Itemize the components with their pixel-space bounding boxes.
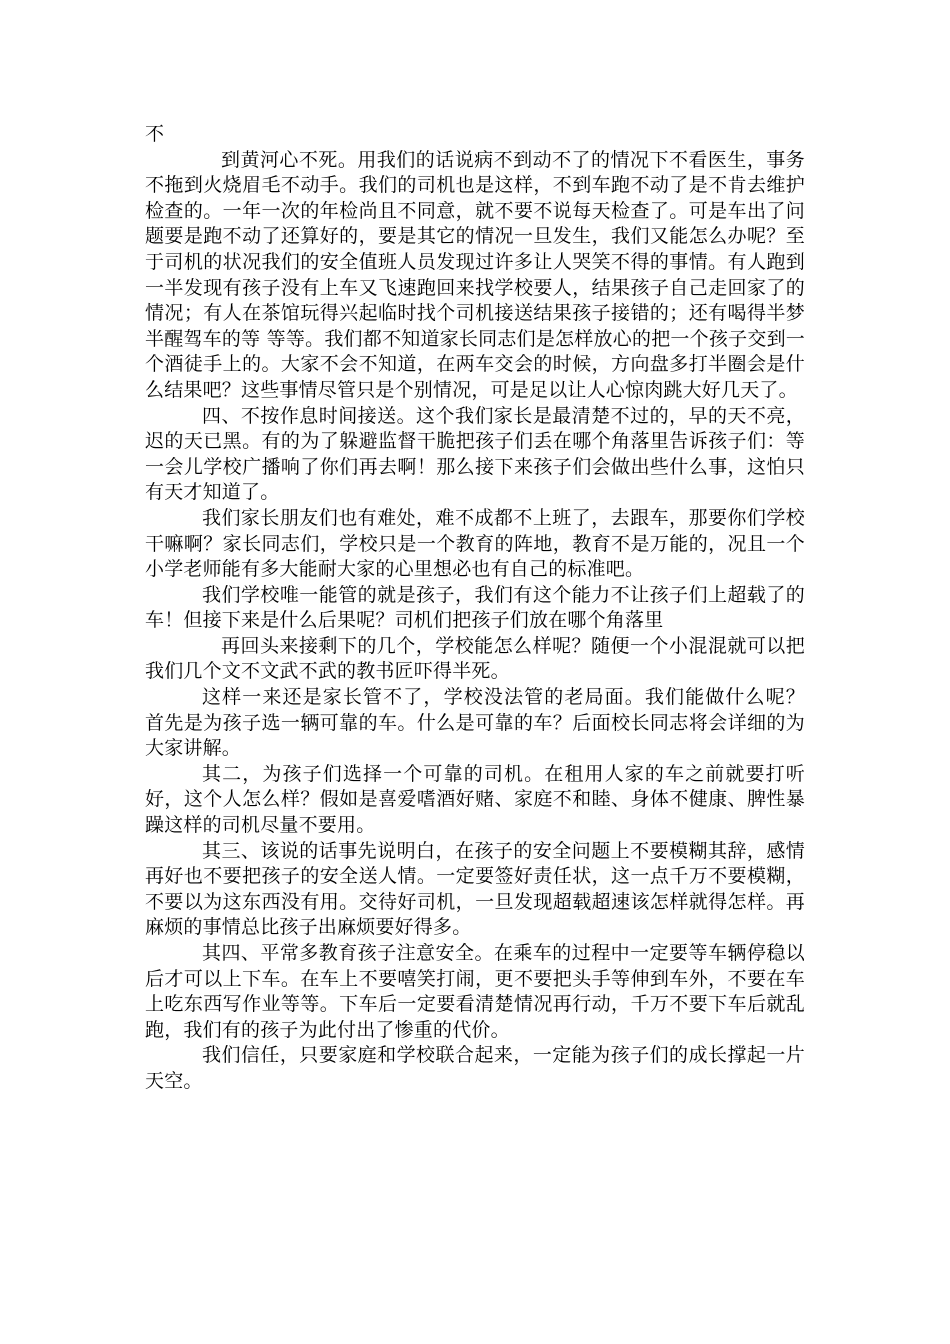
document-body xyxy=(145,122,844,1095)
paragraph: 我们信任，只要家庭和学校联合起来，一定能为孩子们的成长撑起一片天空。 xyxy=(145,1044,805,1092)
paragraph: 到黄河心不死。用我们的话说病不到动不了的情况下不看医生，事务不拖到火烧眉毛不动手。我们的司机也是这样，不到车跑不动了是不肯去维护检查的。一年一次的年检尚且不同意，就不要不说每天检查了。可是车出了问题要是跑不动了还算好的，要是其它的情况一旦发生，我们又能怎么办呢？至于司机的状况我们的安全值班人员发现过许多让人哭笑不得的事情。有人跑到一半发现有孩子没有上车又飞速跑回来找学校要人，结果孩子自己走回家了的情况；有人在茶馆玩得兴起临时找个司机接送结果孩子接错的；还有喝得半梦半醒驾车的等 等等。我们都不知道家长同志们是怎样放心的把一个孩子交到一个酒徒手上的。大家不会不知道，在两车交会的时候，方向盘多打半圈会是什么结果吧？这些事情尽管只是个别情况，可是足以让人心惊肉跳大好几天了。 xyxy=(145,148,805,401)
paragraph: 这样一来还是家长管不了，学校没法管的老局面。我们能做什么呢？ 首先是为孩子选一辆可靠的车。什么是可靠的车？后面校长同志将会详细的为大家讲解。 xyxy=(145,686,844,760)
paragraph: 四、不按作息时间接送。这个我们家长是最清楚不过的，早的天不亮，迟的天已黑。有的为了躲避监督干脆把孩子们丢在哪个角落里告诉孩子们：等一会儿学校广播响了你们再去啊！那么接下来孩子们会做出些什么事，这怕只有天才知道了。 xyxy=(145,404,805,504)
paragraph: 其四、平常多教育孩子注意安全。在乘车的过程中一定要等车辆停稳以后才可以上下车。在车上不要嘻笑打闹，更不要把头手等伸到车外，不要在车上吃东西写作业等等。下车后一定要看清楚情况再行动，千万不要下车后就乱跑，我们有的孩子为此付出了惨重的代价。 xyxy=(145,942,805,1041)
paragraph: 再回头来接剩下的几个，学校能怎么样呢？随便一个小混混就可以把我们几个文不文武不武的教书匠吓得半死。 xyxy=(145,634,805,683)
paragraph: 其二，为孩子们选择一个可靠的司机。在租用人家的车之前就要打听好，这个人怎么样？假如是喜爱嗜酒好赌、家庭不和睦、身体不健康、脾性暴躁这样的司机尽量不要用。 xyxy=(145,762,805,837)
paragraph: 我们家长朋友们也有难处，难不成都不上班了，去跟车，那要你们学校干嘛啊？家长同志们，学校只是一个教育的阵地，教育不是万能的，况且一个小学老师能有多大能耐大家的心里想必也有自己的标准吧。 xyxy=(145,506,805,581)
paragraph: 其三、该说的话事先说明白，在孩子的安全问题上不要模糊其辞，感情再好也不要把孩子的安全送人情。一定要签好责任状，这一点千万不要模糊，不要以为这东西没有用。交待好司机，一旦发现超载超速该怎样就得怎样。再麻烦的事情总比孩子出麻烦要好得多。 xyxy=(145,839,805,939)
paragraph: 我们学校唯一能管的就是孩子，我们有这个能力不让孩子们上超载了的车！但接下来是什么后果呢？司机们把孩子们放在哪个角落里 xyxy=(145,583,805,632)
paragraph-fragment: 不 xyxy=(145,123,165,145)
